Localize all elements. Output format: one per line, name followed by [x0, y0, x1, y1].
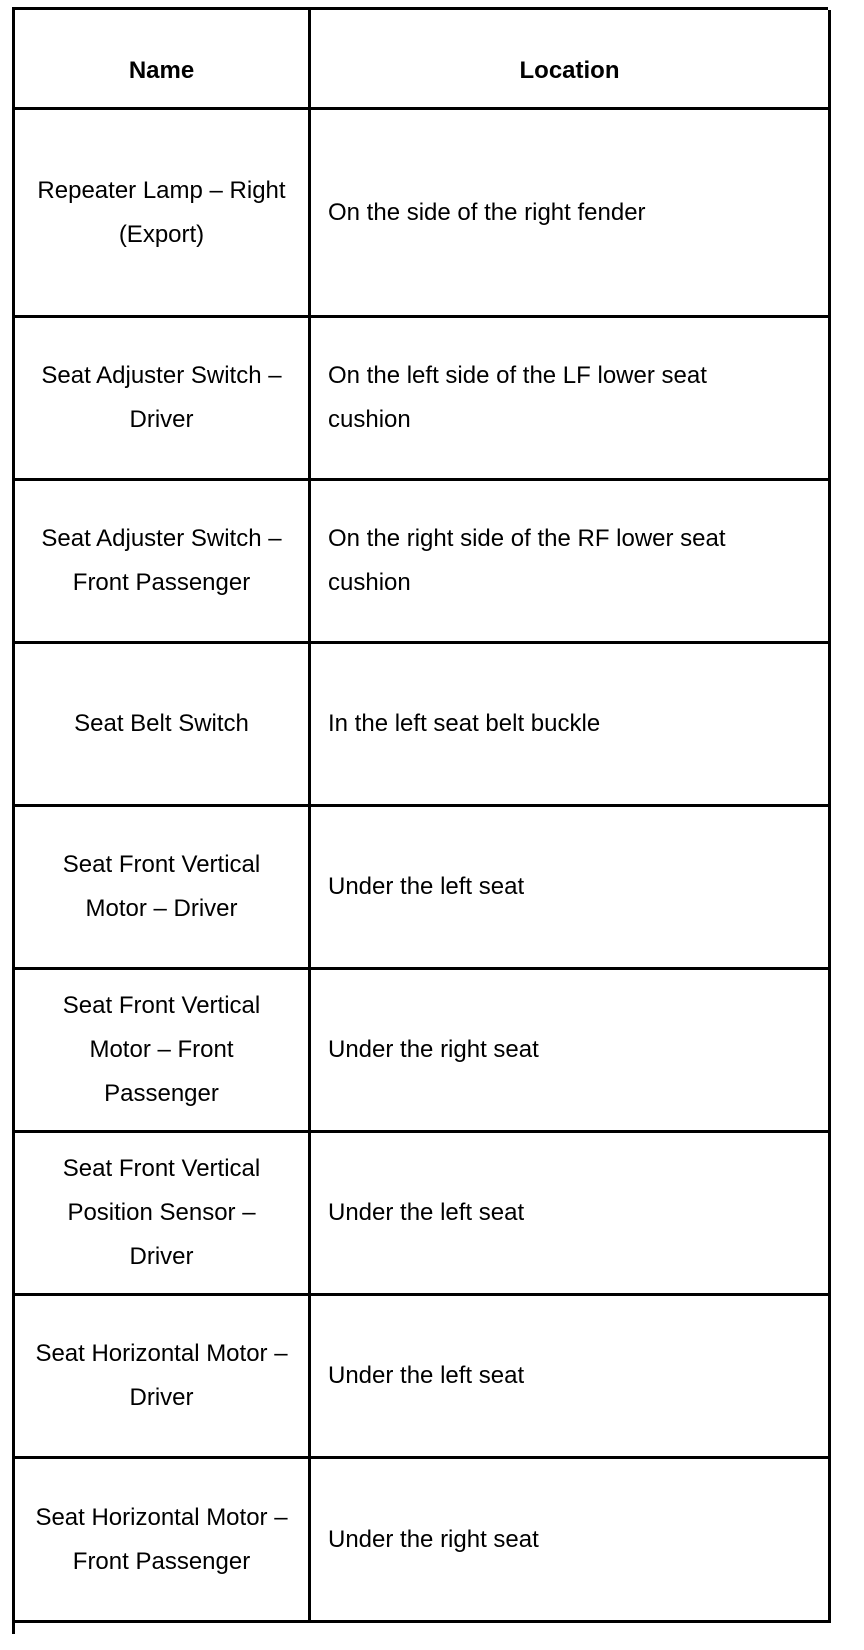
table-row-location: [311, 1133, 831, 1296]
row-location-text: On the right side of the RF lower seat cushion: [328, 525, 726, 596]
table-row-name: [15, 970, 311, 1133]
row-name-text: Seat Adjuster Switch – Front Passenger: [41, 525, 282, 596]
row-name-text: Seat Horizontal Motor – Driver: [35, 1340, 288, 1411]
row-name-text: Seat Adjuster Switch – Driver: [41, 362, 282, 433]
row-name-text: Seat Front Vertical Position Sensor – Driver: [62, 1155, 261, 1270]
table-row-location: [311, 1296, 831, 1459]
table-row-name: [15, 1133, 311, 1296]
table-row-name: [15, 110, 311, 318]
header-location-label: Location: [519, 56, 620, 84]
row-location-text: In the left seat belt buckle: [328, 710, 601, 737]
component-location-table: [12, 7, 828, 1634]
row-location-text: On the left side of the LF lower seat cushion: [328, 362, 707, 433]
table-row-name: [15, 1459, 311, 1623]
header-location: [311, 10, 831, 110]
row-location-text: On the side of the right fender: [328, 198, 646, 226]
row-name-text: Repeater Lamp – Right (Export): [37, 176, 286, 248]
row-location-text: Under the left seat: [328, 1362, 525, 1389]
table-row-name: [15, 318, 311, 481]
table-row-location: [311, 481, 831, 644]
table-row-name: [15, 644, 311, 807]
row-location-text: Under the left seat: [328, 1199, 525, 1226]
row-name-text: Seat Horizontal Motor – Front Passenger: [35, 1503, 288, 1575]
table-row-location: [311, 318, 831, 481]
row-location-text: Under the right seat: [328, 1525, 539, 1553]
row-name-text: Seat Belt Switch: [74, 710, 249, 737]
table-row-location: [311, 807, 831, 970]
row-name-text: Seat Front Vertical Motor – Front Passenger: [62, 992, 261, 1107]
table-row-location: [311, 970, 831, 1133]
header-name: [15, 10, 311, 110]
header-name-label: Name: [128, 56, 195, 84]
row-location-text: Under the left seat: [328, 873, 525, 900]
table-row-name: [15, 1296, 311, 1459]
row-location-text: Under the right seat: [328, 1036, 539, 1063]
table-row-location: [311, 110, 831, 318]
table-row-location: [311, 644, 831, 807]
table-row-name: [15, 807, 311, 970]
table-row-location: [311, 1459, 831, 1623]
row-name-text: Seat Front Vertical Motor – Driver: [62, 851, 261, 922]
table-row-name: [15, 481, 311, 644]
